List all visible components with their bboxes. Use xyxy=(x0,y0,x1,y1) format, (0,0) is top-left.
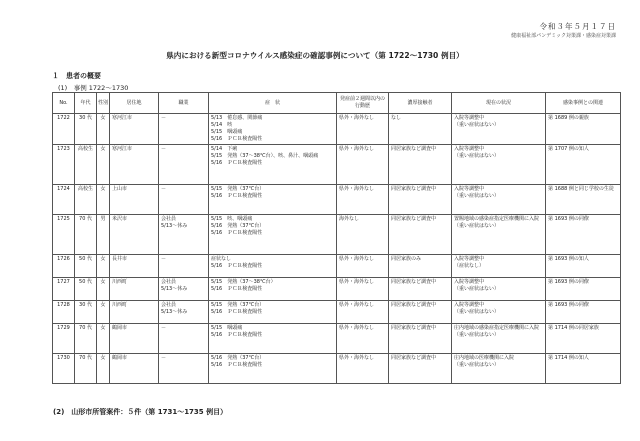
cell-relation: 第 1693 例の同僚 xyxy=(546,215,621,255)
cell-symptoms: 5/15 咳、咽頭痛 5/16 発熱（37℃台） 5/16 ＰＣＲ検査陽性 xyxy=(209,215,337,255)
cell-no: 1723 xyxy=(53,145,75,185)
cell-relation: 第 1693 例の同僚 xyxy=(546,301,621,324)
cell-age: 30 代 xyxy=(75,301,97,324)
cell-contacts: 同居家族など調査中 xyxy=(389,278,452,301)
column-header: 濃厚接触者 xyxy=(389,93,452,114)
cell-job: 会社員 5/13～休み xyxy=(159,278,209,301)
cell-travel: 県外・海外なし xyxy=(337,354,389,384)
column-header: 居住地 xyxy=(110,93,159,114)
cell-symptoms: 5/15 発熱（37℃台） 5/16 ＰＣＲ検査陽性 xyxy=(209,301,337,324)
cell-sex: 女 xyxy=(97,301,110,324)
cell-age: 70 代 xyxy=(75,215,97,255)
cell-no: 1730 xyxy=(53,354,75,384)
cell-job: 会社員 5/13～休み xyxy=(159,215,209,255)
cell-sex: 女 xyxy=(97,278,110,301)
cell-travel: 県外・海外なし xyxy=(337,145,389,185)
cell-age: 高校生 xyxy=(75,145,97,185)
column-header: 発症前２週間以内の行動歴 xyxy=(337,93,389,114)
cell-sex: 女 xyxy=(97,354,110,384)
column-header: 性別 xyxy=(97,93,110,114)
cell-sex: 男 xyxy=(97,215,110,255)
cell-symptoms: 5/13 倦怠感、関節痛 5/14 咳 5/15 咽頭痛 5/16 ＰＣＲ検査陽性 xyxy=(209,114,337,145)
document-title: 県内における新型コロナウイルス感染症の確認事例について（第 1722～1730 例目） xyxy=(166,51,464,60)
cell-travel: 県外・海外なし xyxy=(337,185,389,215)
cell-residence: 川西町 xyxy=(110,278,159,301)
cell-residence: 長井市 xyxy=(110,255,159,278)
cell-relation: 第 1688 例と同じ学校の生徒 xyxy=(546,185,621,215)
table-row xyxy=(53,324,621,354)
cell-sex: 女 xyxy=(97,145,110,185)
cell-residence: 川西町 xyxy=(110,301,159,324)
cell-contacts: 同居家族のみ xyxy=(389,255,452,278)
table-row xyxy=(53,145,621,185)
column-header: 感染事例との関連 xyxy=(546,93,621,114)
cell-status: 庄内地域の医療機関に入院 （重い症状はない） xyxy=(452,354,546,384)
cell-symptoms: 症状なし 5/16 ＰＣＲ検査陽性 xyxy=(209,255,337,278)
table-row xyxy=(53,255,621,278)
cell-sex: 女 xyxy=(97,324,110,354)
table-row xyxy=(53,278,621,301)
cell-relation: 第 1714 例の同居家族 xyxy=(546,324,621,354)
cell-travel: 県外・海外なし xyxy=(337,324,389,354)
cell-residence: 上山市 xyxy=(110,185,159,215)
cell-status: 入院等調整中 （重い症状はない） xyxy=(452,114,546,145)
cell-status: 入院等調整中 （重い症状はない） xyxy=(452,185,546,215)
table-row xyxy=(53,301,621,324)
cell-travel: 県外・海外なし xyxy=(337,255,389,278)
cell-contacts: 同居家族など調査中 xyxy=(389,354,452,384)
cell-age: 30 代 xyxy=(75,114,97,145)
cell-relation: 第 1714 例の知人 xyxy=(546,354,621,384)
table-row xyxy=(53,185,621,215)
column-header: No. xyxy=(53,93,75,114)
cell-no: 1729 xyxy=(53,324,75,354)
cell-residence: 鶴岡市 xyxy=(110,354,159,384)
cell-job: － xyxy=(159,324,209,354)
section-heading-2: (2) 山形市所管案件：５件（第 1731～1735 例目） xyxy=(53,408,228,416)
cell-symptoms: 5/14 下痢 5/15 発熱（37～38℃台）、咳、鼻汁、咽頭痛 5/16 ＰＣＲ検査陽性 xyxy=(209,145,337,185)
cell-age: 高校生 xyxy=(75,185,97,215)
cell-status: 置賜地域の感染症指定医療機関に入院 （重い症状はない） xyxy=(452,215,546,255)
cell-travel: 県外・海外なし xyxy=(337,278,389,301)
column-header: 現在の状況 xyxy=(452,93,546,114)
cell-symptoms: 5/15 発熱（37℃台） 5/16 ＰＣＲ検査陽性 xyxy=(209,185,337,215)
section-heading-1: １ 患者の概要 xyxy=(52,72,101,80)
cell-sex: 女 xyxy=(97,185,110,215)
cell-contacts: なし xyxy=(389,114,452,145)
cell-residence: 寒河江市 xyxy=(110,145,159,185)
cell-relation: 第 1693 例の知人 xyxy=(546,255,621,278)
cell-travel: 県外・海外なし xyxy=(337,114,389,145)
cell-sex: 女 xyxy=(97,114,110,145)
cell-travel: 県外・海外なし xyxy=(337,301,389,324)
table-row xyxy=(53,114,621,145)
cell-job: － xyxy=(159,114,209,145)
cell-status: 庄内地域の感染症指定医療機関に入院 （重い症状はない） xyxy=(452,324,546,354)
cell-contacts: 同居家族など調査中 xyxy=(389,215,452,255)
cell-residence: 寒河江市 xyxy=(110,114,159,145)
table-row xyxy=(53,354,621,384)
cell-relation: 第 1693 例の同僚 xyxy=(546,278,621,301)
document-date: 令和３年５月１７日 xyxy=(539,22,616,31)
cell-age: 70 代 xyxy=(75,354,97,384)
column-header: 症 状 xyxy=(209,93,337,114)
cell-job: 会社員 5/13～休み xyxy=(159,301,209,324)
cell-contacts: 同居家族など調査中 xyxy=(389,301,452,324)
cell-age: 50 代 xyxy=(75,255,97,278)
cell-contacts: 同居家族など調査中 xyxy=(389,185,452,215)
cell-no: 1726 xyxy=(53,255,75,278)
cell-contacts: 同居家族など調査中 xyxy=(389,324,452,354)
issuing-department: 健康福祉部パンデミック対策課・感染症対策課 xyxy=(511,33,616,39)
cell-travel: 海外なし xyxy=(337,215,389,255)
cell-no: 1725 xyxy=(53,215,75,255)
table-row xyxy=(53,215,621,255)
column-header: 年代 xyxy=(75,93,97,114)
cell-status: 入院等調整中 （重い症状はない） xyxy=(452,145,546,185)
cell-age: 70 代 xyxy=(75,324,97,354)
cell-symptoms: 5/16 発熱（37℃台） 5/16 ＰＣＲ検査陽性 xyxy=(209,354,337,384)
column-header: 職業 xyxy=(159,93,209,114)
table-header-row xyxy=(53,93,621,114)
cell-relation: 第 1689 例の親族 xyxy=(546,114,621,145)
cell-relation: 第 1707 例の知人 xyxy=(546,145,621,185)
cell-status: 入院等調整中 （重い症状はない） xyxy=(452,301,546,324)
cell-no: 1724 xyxy=(53,185,75,215)
cell-status: 入院等調整中 （症状なし） xyxy=(452,255,546,278)
cell-no: 1728 xyxy=(53,301,75,324)
cell-no: 1727 xyxy=(53,278,75,301)
cell-sex: 女 xyxy=(97,255,110,278)
cell-job: － xyxy=(159,185,209,215)
cell-no: 1722 xyxy=(53,114,75,145)
cell-age: 50 代 xyxy=(75,278,97,301)
cell-residence: 鶴岡市 xyxy=(110,324,159,354)
cell-contacts: 同居家族など調査中 xyxy=(389,145,452,185)
cell-symptoms: 5/15 発熱（37～38℃台） 5/16 ＰＣＲ検査陽性 xyxy=(209,278,337,301)
cell-symptoms: 5/15 咽頭痛 5/16 ＰＣＲ検査陽性 xyxy=(209,324,337,354)
cell-job: － xyxy=(159,354,209,384)
cell-job: － xyxy=(159,255,209,278)
subsection-heading-1: (1) 事例 1722～1730 xyxy=(58,84,129,92)
cell-job: － xyxy=(159,145,209,185)
cell-status: 入院等調整中 （重い症状はない） xyxy=(452,278,546,301)
case-table xyxy=(52,92,621,384)
cell-residence: 米沢市 xyxy=(110,215,159,255)
